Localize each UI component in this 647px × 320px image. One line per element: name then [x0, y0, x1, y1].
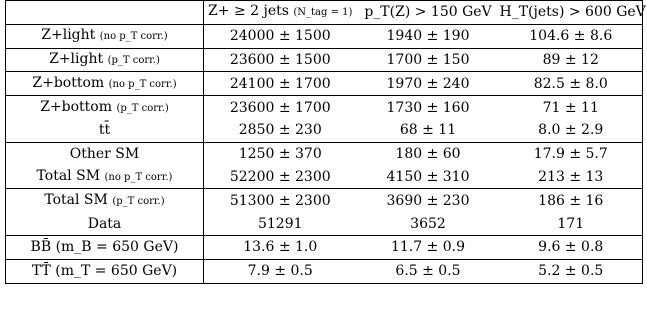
value-cell: 3690 ± 230	[357, 189, 500, 212]
row-label: Total SM	[36, 167, 101, 184]
table-row	[6, 212, 643, 235]
row-label-cell	[6, 142, 204, 165]
value-cell: 213 ± 13	[500, 166, 643, 189]
row-label-cell	[6, 72, 204, 96]
row-label-cell	[6, 24, 204, 48]
value-cell: 68 ± 11	[399, 122, 457, 139]
value-cell: 2850 ± 230	[238, 122, 322, 139]
value-cell: 71 ± 11	[500, 96, 643, 119]
row-label-note: (no p_T corr.)	[99, 31, 168, 43]
value-cell: 17.9 ± 5.7	[500, 142, 643, 165]
row-label-cell	[6, 212, 204, 235]
row-label: BB̄ (m_B = 650 GeV)	[30, 239, 179, 256]
header-col1	[204, 1, 357, 25]
header-col1-main: Z+ ≥ 2 jets	[208, 3, 289, 20]
value-cell: 23600 ± 1500	[204, 48, 357, 72]
row-label: tt̄	[98, 122, 111, 139]
value-cell: 3652	[410, 215, 446, 232]
value-cell: 7.9 ± 0.5	[204, 259, 357, 283]
table-row	[6, 189, 643, 212]
value-cell: 13.6 ± 1.0	[204, 235, 357, 259]
value-cell: 9.6 ± 0.8	[500, 235, 643, 259]
value-cell: 104.6 ± 8.6	[500, 24, 643, 48]
row-label-note: (p_T corr.)	[116, 102, 169, 114]
value-cell: 1250 ± 370	[204, 142, 357, 165]
row-label-cell	[6, 48, 204, 72]
table-row	[6, 259, 643, 283]
row-label: Z+light	[49, 50, 104, 67]
row-label-note: (no p_T corr.)	[104, 171, 173, 183]
table-row	[6, 24, 643, 48]
row-label-cell	[6, 259, 204, 283]
value-cell: 82.5 ± 8.0	[500, 72, 643, 96]
row-label-cell	[6, 166, 204, 189]
table-row	[6, 166, 643, 189]
value-cell: 52200 ± 2300	[229, 168, 331, 185]
table-row	[6, 235, 643, 259]
row-label-cell	[6, 189, 204, 212]
value-cell: 89 ± 12	[500, 48, 643, 72]
row-label: Z+light	[41, 27, 96, 44]
value-cell: 24100 ± 1700	[204, 72, 357, 96]
table-body	[6, 24, 643, 283]
value-cell: 180 ± 60	[357, 142, 500, 165]
row-label-note: (p_T corr.)	[107, 54, 160, 66]
row-label: Total SM	[44, 191, 108, 208]
header-col1-note: (N_tag = 1)	[293, 7, 353, 19]
table-row	[6, 96, 643, 119]
row-label: TT̄ (m_T = 650 GeV)	[31, 263, 178, 280]
value-cell: 4150 ± 310	[386, 168, 470, 185]
table-row	[6, 72, 643, 96]
value-cell: 24000 ± 1500	[229, 28, 331, 45]
value-cell: 6.5 ± 0.5	[357, 259, 500, 283]
row-label-note: (p_T corr.)	[112, 195, 165, 207]
value-cell: 11.7 ± 0.9	[357, 235, 500, 259]
row-label-cell	[6, 119, 204, 142]
row-label: Z+bottom	[32, 74, 105, 91]
row-label: Other SM	[69, 146, 140, 163]
row-label-cell	[6, 96, 204, 119]
row-label: Data	[87, 215, 122, 232]
row-label-cell	[6, 235, 204, 259]
value-cell: 1940 ± 190	[386, 28, 470, 45]
value-cell: 171	[500, 212, 643, 235]
table-row	[6, 119, 643, 142]
value-cell: 186 ± 16	[500, 189, 643, 212]
table-row	[6, 48, 643, 72]
value-cell: 23600 ± 1700	[204, 96, 357, 119]
value-cell: 1970 ± 240	[357, 72, 500, 96]
header-row	[6, 1, 643, 25]
value-cell: 1730 ± 160	[357, 96, 500, 119]
row-label-note: (no p_T corr.)	[108, 78, 177, 90]
table-row	[6, 142, 643, 165]
value-cell: 1700 ± 150	[357, 48, 500, 72]
value-cell: 51300 ± 2300	[204, 189, 357, 212]
value-cell: 8.0 ± 2.9	[500, 119, 643, 142]
header-col2: p_T(Z) > 150 GeV	[357, 1, 500, 25]
yields-table	[5, 0, 646, 284]
row-label: Z+bottom	[40, 98, 113, 115]
header-col3: H_T(jets) > 600 GeV	[500, 1, 643, 25]
value-cell: 51291	[257, 215, 303, 232]
header-empty-cell	[6, 1, 204, 25]
value-cell: 5.2 ± 0.5	[500, 259, 643, 283]
